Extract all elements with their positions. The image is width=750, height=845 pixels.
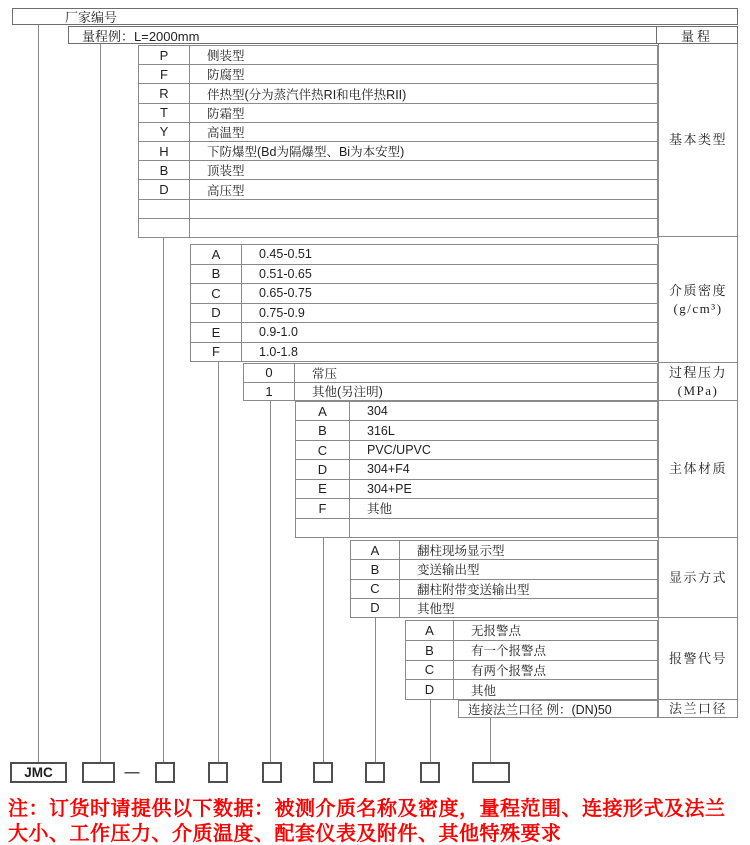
- table-row: [139, 160, 657, 179]
- table-row: [406, 679, 657, 699]
- connector-line: [218, 362, 219, 762]
- desc-cell: 无报警点: [471, 624, 522, 639]
- code-cell: [139, 219, 190, 237]
- desc-cell: 有两个报警点: [471, 663, 547, 678]
- code-cell: B: [296, 421, 350, 439]
- desc-cell: 下防爆型(Bd为隔爆型、Bi为本安型): [207, 145, 405, 160]
- table-row: [406, 640, 657, 660]
- desc-cell: 防腐型: [207, 68, 245, 83]
- code-cell: C: [191, 284, 242, 303]
- model-prefix-box: JMC: [10, 762, 67, 783]
- table-row: [191, 245, 657, 264]
- code-cell: F: [296, 499, 350, 517]
- category-label: (MPa): [677, 382, 719, 398]
- desc-cell: 0.65-0.75: [259, 286, 312, 301]
- code-cell: B: [351, 560, 400, 578]
- table-row: [351, 559, 657, 578]
- model-code-box: [472, 762, 510, 783]
- code-cell: B: [406, 641, 454, 660]
- code-cell: B: [191, 265, 242, 284]
- code-cell: D: [296, 460, 350, 478]
- table-row: [139, 103, 657, 122]
- table-row: [139, 64, 657, 83]
- category-cell-density: [659, 237, 737, 363]
- model-code-box: [420, 762, 440, 783]
- model-code-box: [208, 762, 228, 783]
- category-cell-pressure: [659, 363, 737, 401]
- desc-cell: 防霜型: [207, 106, 245, 121]
- category-label: 主体材质: [668, 461, 727, 476]
- table-row: [459, 701, 657, 717]
- table-row: [406, 660, 657, 680]
- category-label: 显示方式: [668, 569, 727, 585]
- basic-type-table: [138, 45, 658, 238]
- desc-cell: 翻柱现场显示型: [417, 544, 505, 559]
- code-cell: B: [139, 161, 190, 179]
- code-cell: E: [296, 480, 350, 498]
- desc-cell: 316L: [367, 423, 395, 438]
- desc-cell: 其他型: [417, 601, 455, 616]
- category-label: (g/cm³): [673, 300, 723, 316]
- category-cell-display: [659, 538, 737, 618]
- category-cell-basic-type: [659, 44, 737, 237]
- desc-cell: 0.51-0.65: [259, 266, 312, 281]
- table-row: [191, 283, 657, 303]
- code-cell: T: [139, 104, 190, 122]
- model-code-box: [262, 762, 282, 783]
- connector-line: [38, 25, 39, 762]
- table-row: [191, 342, 657, 362]
- desc-cell: 304+PE: [367, 481, 412, 496]
- range-row: [68, 26, 738, 44]
- category-label: 介质密度: [668, 282, 727, 298]
- code-cell: 1: [244, 383, 295, 401]
- category-cell-alarm: [659, 618, 737, 700]
- table-row: [191, 322, 657, 342]
- desc-cell: [190, 219, 657, 237]
- code-cell: D: [191, 304, 242, 323]
- code-cell: F: [191, 343, 242, 362]
- code-cell: A: [406, 621, 454, 640]
- table-row: [191, 303, 657, 323]
- table-row: [244, 382, 657, 401]
- model-separator: —: [124, 764, 140, 781]
- code-cell: E: [191, 323, 242, 342]
- manufacturer-row: [12, 8, 738, 25]
- table-row: [296, 479, 657, 498]
- code-cell: [139, 200, 190, 218]
- desc-cell: 高压型: [207, 183, 245, 198]
- pressure-table: [243, 363, 658, 401]
- table-row: [139, 199, 657, 218]
- category-label: 报警代号: [668, 650, 727, 666]
- table-row: [139, 122, 657, 141]
- category-label: 法兰口径: [668, 700, 727, 716]
- category-cell-material: [659, 401, 737, 538]
- code-cell: R: [139, 84, 190, 102]
- code-cell: C: [351, 580, 400, 598]
- alarm-table: [405, 620, 658, 700]
- desc-cell: PVC/UPVC: [367, 443, 431, 458]
- code-cell: C: [296, 441, 350, 459]
- code-cell: [296, 519, 350, 537]
- flange-text: 连接法兰口径 例：(DN)50: [468, 703, 612, 717]
- range-example: 量程例：L=2000mm: [82, 28, 200, 44]
- density-table: [190, 244, 658, 362]
- code-cell: A: [351, 541, 400, 559]
- connector-line: [323, 538, 324, 762]
- code-cell: Y: [139, 123, 190, 141]
- manufacturer-label: 厂家编号: [65, 10, 118, 25]
- category-column: [658, 44, 738, 718]
- table-row: [244, 364, 657, 382]
- material-table: [295, 401, 658, 538]
- flange-row: [458, 700, 658, 718]
- desc-cell: 0.75-0.9: [259, 305, 305, 320]
- table-row: [296, 420, 657, 439]
- category-cell-range: 量程: [656, 27, 737, 43]
- desc-cell: 常压: [312, 366, 338, 381]
- desc-cell: 304+F4: [367, 462, 410, 477]
- table-row: [351, 579, 657, 598]
- connector-line: [430, 700, 431, 762]
- code-cell: F: [139, 65, 190, 83]
- desc-cell: 304: [367, 404, 388, 419]
- desc-cell: 0.45-0.51: [259, 247, 312, 262]
- category-label: 过程压力: [668, 364, 727, 380]
- model-code-box: [313, 762, 333, 783]
- connector-line: [490, 718, 491, 762]
- code-cell: H: [139, 142, 190, 160]
- table-row: [351, 541, 657, 559]
- desc-cell: 翻柱附带变送输出型: [417, 582, 530, 597]
- table-row: [191, 264, 657, 284]
- table-row: [139, 179, 657, 198]
- table-row: [296, 402, 657, 420]
- table-row: [406, 621, 657, 640]
- table-row: [139, 46, 657, 64]
- order-note-line2: 大小、工作压力、介质温度、配套仪表及附件、其他特殊要求: [8, 823, 562, 845]
- code-cell: 0: [244, 364, 295, 382]
- desc-cell: [350, 519, 657, 537]
- code-cell: D: [139, 180, 190, 198]
- desc-cell: 其他(另注明): [312, 385, 383, 400]
- code-cell: D: [351, 599, 400, 617]
- table-row: [139, 83, 657, 102]
- code-cell: C: [406, 661, 454, 680]
- desc-cell: [190, 200, 657, 218]
- code-cell: D: [406, 680, 454, 699]
- code-cell: A: [296, 402, 350, 420]
- table-row: [296, 518, 657, 537]
- table-row: [351, 598, 657, 617]
- connector-line: [270, 401, 271, 762]
- model-code-box: [365, 762, 385, 783]
- desc-cell: 顶装型: [207, 164, 245, 179]
- desc-cell: 有一个报警点: [471, 644, 547, 659]
- connector-line: [100, 44, 101, 762]
- category-label: 基本类型: [668, 132, 727, 147]
- order-note: [8, 797, 750, 845]
- desc-cell: 0.9-1.0: [259, 325, 298, 340]
- table-row: [296, 440, 657, 459]
- desc-cell: 其他: [471, 683, 497, 698]
- desc-cell: 1.0-1.8: [259, 344, 298, 359]
- table-row: [139, 218, 657, 237]
- desc-cell: 伴热型(分为蒸汽伴热RI和电伴热RII): [207, 87, 407, 102]
- desc-cell: 其他: [367, 502, 393, 517]
- display-mode-table: [350, 540, 658, 618]
- order-note-line1: 注：订货时请提供以下数据：被测介质名称及密度，量程范围、连接形式及法兰: [8, 798, 726, 820]
- category-cell-flange: [659, 700, 737, 718]
- table-row: [296, 459, 657, 478]
- model-code-box: [82, 762, 115, 783]
- code-cell: P: [139, 46, 190, 64]
- desc-cell: 变送输出型: [417, 563, 480, 578]
- connector-line: [163, 238, 164, 762]
- desc-cell: 侧装型: [207, 49, 245, 64]
- code-cell: A: [191, 245, 242, 264]
- table-row: [296, 498, 657, 517]
- desc-cell: 高温型: [207, 125, 245, 140]
- table-row: [139, 141, 657, 160]
- connector-line: [375, 618, 376, 762]
- model-code-box: [155, 762, 175, 783]
